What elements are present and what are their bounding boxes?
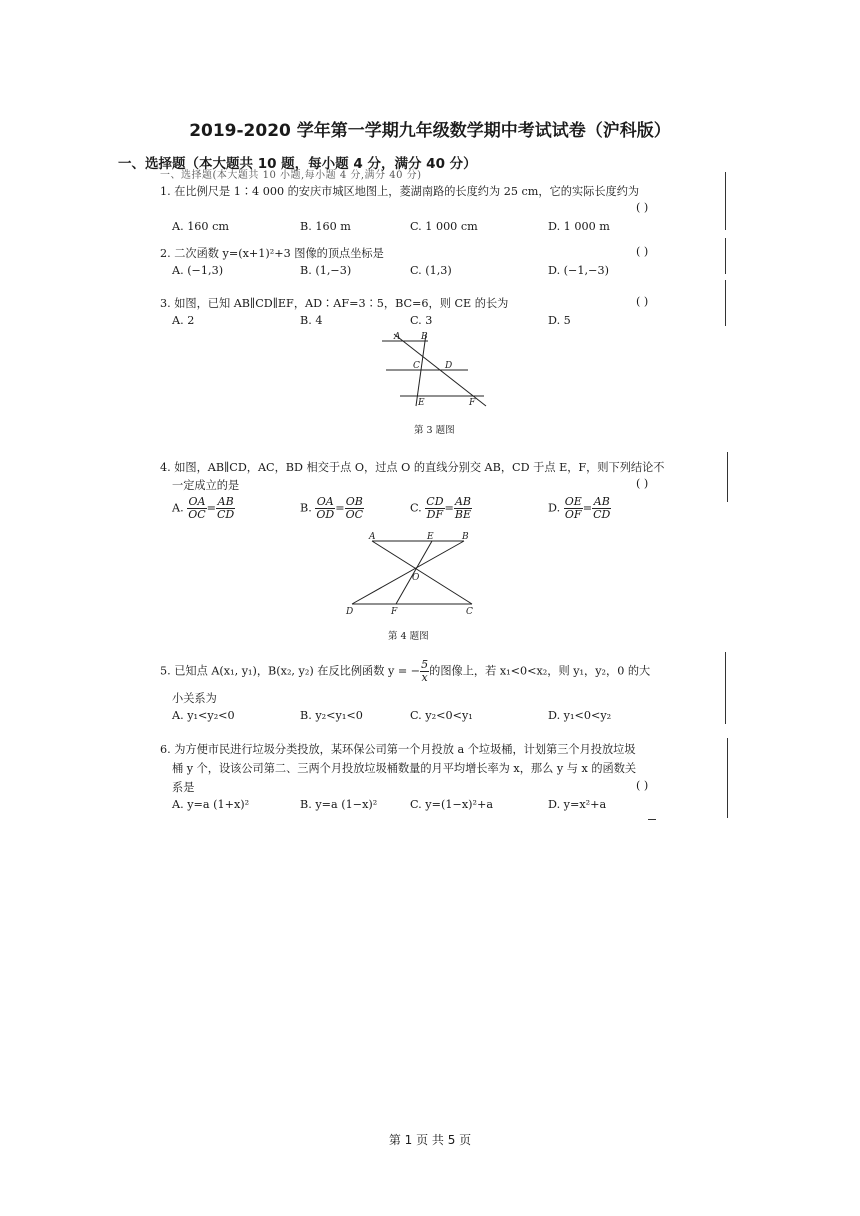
fraction: $\frac{AB}{CD}$ [217,495,235,521]
q3-label-a: A [394,332,401,342]
option-letter: C. [410,501,422,515]
q3-option-a: A. 2 [172,314,195,327]
q4-figure-caption: 第 4 题图 [388,631,429,642]
q5-option-d: D. y₁<0<y₂ [548,709,612,722]
q4-label-a: A [369,532,376,542]
q1-answer-bracket: ( ) [636,201,649,214]
scan-edge-line [725,172,726,230]
q4-option-d [548,496,611,521]
q4-label-d: D [346,607,354,617]
scan-edge-line [725,280,726,326]
equals-sign: = [206,501,217,515]
q1-option-b: B. 160 m [300,220,351,233]
q3-answer-bracket: ( ) [636,295,649,308]
q3-label-c: C [413,361,420,371]
q3-option-d: D. 5 [548,314,571,327]
q4-label-o: O [412,573,420,583]
q6-option-d: D. y=x²+a [548,798,607,811]
equals-sign: = [444,501,454,515]
q3-option-c: C. 3 [410,314,433,327]
q3-option-b: B. 4 [300,314,323,327]
q3-figure-caption: 第 3 题图 [414,425,455,436]
q4-answer-bracket: ( ) [636,477,649,490]
option-letter: A. [172,501,184,515]
q2-answer-bracket: ( ) [636,245,649,258]
q3-label-f: F [469,398,476,408]
q3-label-d: D [445,361,453,371]
fraction: $\frac{OA}{OC}$ [188,495,206,521]
q6-option-a: A. y=a (1+x)² [172,798,250,811]
q1-stem: 1. 在比例尺是 1∶4 000 的安庆市城区地图上，菱湖南路的长度约为 25 cm，它的实际长度约为 [160,185,640,198]
segment-ac [372,541,472,604]
q4-stem-line2: 一定成立的是 [172,479,240,492]
equals-sign: = [335,501,345,515]
fraction: $\frac{OB}{OC}$ [345,495,363,521]
q6-option-c: C. y=(1−x)²+a [410,798,494,811]
q2-option-a: A. (−1,3) [172,264,224,277]
page-footer: 第 1 页 共 5 页 [388,1133,472,1147]
q6-stem-line2: 桶 y 个，设该公司第二、三两个月投放垃圾桶数量的月平均增长率为 x，那么 y 与 x 的函数关 [172,762,637,775]
q4-option-a [172,496,235,521]
equals-sign: = [582,501,593,515]
q5-stem-line2: 小关系为 [172,692,217,705]
q3-stem: 3. 如图，已知 AB∥CD∥EF，AD∶AF=3∶5，BC=6，则 CE 的长为 [160,297,509,310]
q4-figure [340,530,480,618]
q1-option-a: A. 160 cm [172,220,229,233]
scan-edge-line [725,652,726,724]
q5-option-b: B. y₂<y₁<0 [300,709,363,722]
fraction: $\frac{CD}{DF}$ [426,495,444,521]
option-letter: D. [548,501,561,515]
q6-stem-line3: 系是 [172,781,195,794]
q4-stem-line1: 4. 如图，AB∥CD，AC，BD 相交于点 O，过点 O 的直线分别交 AB，CD 于点 E，F，则下列结论不 [160,461,665,474]
scan-edge-line [725,238,726,274]
scan-edge-line [727,452,728,502]
section-heading: 一、选择题（本大题共 10 题，每小题 4 分，满分 40 分） [118,156,477,172]
q5-option-c: C. y₂<0<y₁ [410,709,473,722]
q2-option-d: D. (−1,−3) [548,264,609,277]
scan-edge-line [727,738,728,818]
q4-option-b [300,496,364,521]
q3-figure [378,330,494,410]
q4-label-f: F [391,607,398,617]
q6-stem-line1: 6. 为方便市民进行垃圾分类投放，某环保公司第一个月投放 a 个垃圾桶，计划第三个月投放垃圾 [160,743,636,756]
segment-bd [352,541,464,604]
scanned-header-fragment: 一、选择题(本大题共 10 小题,每小题 4 分,满分 40 分) [160,170,422,181]
q5-stem-part2: 的图像上，若 x₁<0<x₂，则 y₁，y₂，0 的大 [429,664,651,678]
scan-mark [648,819,656,820]
q5-stem-part1: 5. 已知点 A(x₁, y₁)，B(x₂, y₂) 在反比例函数 y = − [160,664,421,678]
q6-answer-bracket: ( ) [636,779,649,792]
q2-option-b: B. (1,−3) [300,264,352,277]
q2-option-c: C. (1,3) [410,264,452,277]
fraction: $\frac{OA}{OD}$ [316,495,335,521]
fraction: $\frac{AB}{BE}$ [454,495,472,521]
q5-option-a: A. y₁<y₂<0 [172,709,235,722]
q1-option-d: D. 1 000 m [548,220,610,233]
q4-label-c: C [466,607,473,617]
fraction: $\frac{5}{x}$ [421,658,429,684]
q3-label-e: E [418,398,425,408]
q4-label-e: E [427,532,434,542]
page-title: 2019-2020 学年第一学期九年级数学期中考试试卷（沪科版） [189,121,671,141]
q5-stem-line1 [160,659,650,684]
option-letter: B. [300,501,312,515]
q4-label-b: B [462,532,469,542]
fraction: $\frac{AB}{CD}$ [593,495,611,521]
q1-option-c: C. 1 000 cm [410,220,478,233]
q3-label-b: B [421,332,428,342]
fraction: $\frac{OE}{OF}$ [564,495,582,521]
q6-option-b: B. y=a (1−x)² [300,798,378,811]
q4-option-c [410,496,472,521]
q2-stem: 2. 二次函数 y=(x+1)²+3 图像的顶点坐标是 [160,247,384,260]
